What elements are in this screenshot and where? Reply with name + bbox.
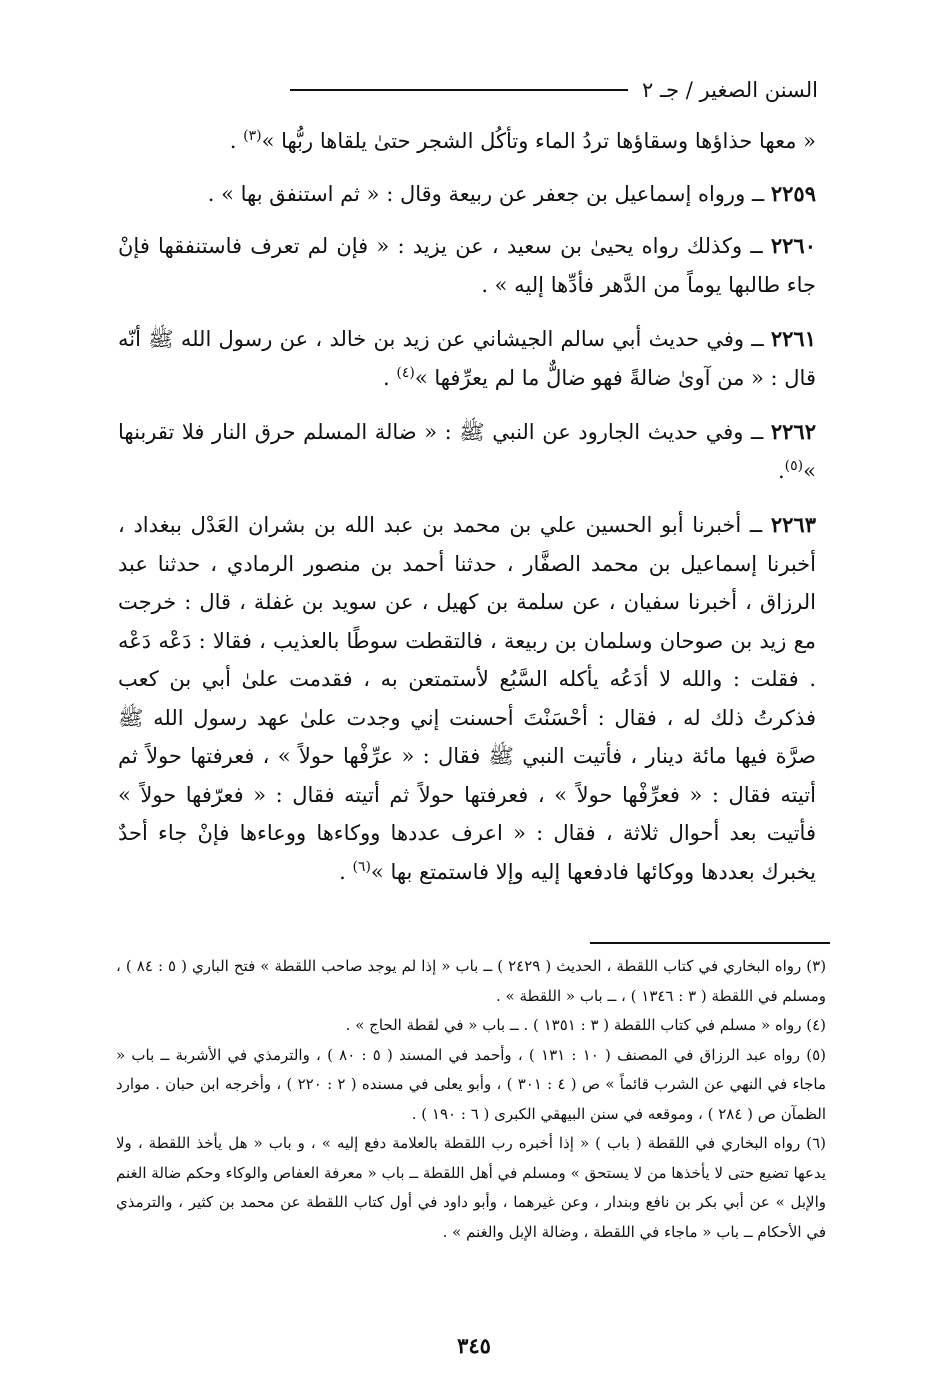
running-header [290, 70, 818, 110]
main-text [118, 122, 816, 891]
hadith-paragraph [118, 413, 816, 490]
paragraph-tail: . [229, 129, 244, 153]
hadith-number: ٢٢٦١ [770, 326, 816, 351]
paragraph-text: ــ أخبرنا أبو الحسين علي بن محمد بن عبد الله بن بشران العَدْل ببغداد ، أخبرنا إسماعيل بن محمد الصفَّار ، حدثنا أحمد بن منصور الرمادي ، حدثنا عبد الرزاق ، أخبرنا سفيان ، عن سلمة بن كهيل ، عن سويد بن غفلة ، قال : خرجت مع زيد بن صوحان وسلمان بن ربيعة ، فالتقطت سوطًا بالعذيب ، فقالا : دَعْه دَعْه . فقلت : والله لا أدَعُه يأكله السَّبُع لأستمتعن به ، فقدمت علىٰ أبي بن كعب فذكرتُ ذلك له ، فقال : أحْسَنْتَ أحسنت إني وجدت علىٰ عهد رسول الله ﷺ صرَّة فيها مائة دينار ، فأتيت النبي ﷺ فقال : « عرِّفْها حولاً » ، فعرفتها حولاً ثم أتيته فقال : « فعرِّفْها حولاً » ، فعرفتها حولاً ثم أتيته فقال : « فعرّفها حولاً » فأتيت بعد أحوال ثلاثة ، فقال : « اعرف عددها ووكاءها ووعاءها فإنْ جاء أحدٌ يخبرك بعددها ووكائها فادفعها إليه وإلا فاستمتع بها » [118, 513, 816, 884]
footnote: (٥) رواه عبد الرزاق في المصنف ( ١٠ : ١٣١ ) ، وأحمد في المسند ( ٥ : ٨٠ ) ، والترمذي في الأشربة ــ باب « ماجاء في النهي عن الشرب قائماً » ص ( ٤ : ٣٠١ ) ، وأبو يعلى في مسنده ( ٢ : ٢٢٠ ) ، وأخرجه ابن حبان . موارد الظمآن ص ( ٢٨٤ ) ، وموقعه في سنن البيهقي الكبرى ( ٦ : ١٩٠ ) . [116, 1045, 827, 1123]
hadith-paragraph [118, 175, 816, 214]
hadith-paragraph [118, 122, 816, 161]
hadith-paragraph [118, 227, 816, 304]
paragraph-text: ــ وفي حديث أبي سالم الجيشاني عن زيد بن خالد ، عن رسول الله ﷺ أنّه قال : « من آوىٰ ضالةً فهو ضالٌّ ما لم يعرِّفها » [118, 327, 816, 390]
footnote-separator [590, 942, 830, 944]
paragraph-tail: . [777, 458, 785, 483]
running-title: السنن الصغير / جـ ٢ [642, 78, 818, 102]
header-rule [290, 89, 628, 91]
hadith-paragraph [118, 320, 816, 397]
hadith-paragraph [118, 506, 816, 891]
footnote-ref: (٣) [243, 128, 262, 144]
paragraph-text: ــ وفي حديث الجارود عن النبي ﷺ : « ضالة المسلم حرق النار فلا تقربنها » [118, 420, 816, 483]
hadith-number: ٢٢٥٩ [770, 180, 816, 206]
footnote-ref: (٤) [396, 364, 415, 381]
hadith-number: ٢٢٦٢ [770, 419, 816, 444]
footnote-ref: (٦) [352, 858, 371, 875]
footnote: (٤) رواه « مسلم في كتاب اللقطة ( ٣ : ١٣٥١ ) . ــ باب « في لقطة الحاج » . [345, 1016, 826, 1034]
hadith-number: ٢٢٦٠ [770, 233, 816, 258]
paragraph-tail: . [339, 859, 353, 884]
footnote: (٣) رواه البخاري في كتاب اللقطة ، الحديث ( ٢٤٢٩ ) ــ باب « إذا لم يوجد صاحب اللقطة » فتح الباري ( ٥ : ٨٤ ) ، ومسلم في اللقطة ( ٣ : ١٣٤٦ ) ، ــ باب « اللقطة » . [116, 957, 827, 1005]
paragraph-text: « معها حذاؤها وسقاؤها تردُ الماء وتأكُل الشجر حتىٰ يلقاها ربُّها » [261, 129, 816, 153]
paragraph-text: ــ وكذلك رواه يحيىٰ بن سعيد ، عن يزيد : « فإن لم تعرف فاستنفقها فإنْ جاء طالبها يوماً من الدَّهر فأدِّها إليه » . [118, 234, 816, 297]
page-number: ٣٤٥ [457, 1333, 491, 1358]
footnote: (٦) رواه البخاري في اللقطة ( باب ) « إذا أخبره رب اللقطة بالعلامة دفع إليه » ، و باب « هل يأخذ اللقطة ، ولا يدعها تضيع حتى لا يأخذها من لا يستحق » ومسلم في أهل اللقطة ــ باب « معرفة العفاص والوكاء وحكم ضالة الغنم والإبل » عن أبي بكر بن نافع وبندار ، وعن غيرهما ، وأبو داود في أول كتاب اللقطة عن محمد بن كثير ، والترمذي في الأحكام ــ باب « ماجاء في اللقطة ، وضالة الإبل والغنم » . [116, 1134, 826, 1241]
paragraph-tail: . [382, 365, 397, 390]
hadith-number: ٢٢٦٣ [770, 512, 816, 537]
footnotes [116, 952, 826, 1247]
paragraph-text: ــ ورواه إسماعيل بن جعفر عن ربيعة وقال : « ثم استنفق بها » . [207, 181, 771, 206]
footnote-ref: (٥) [784, 457, 804, 474]
